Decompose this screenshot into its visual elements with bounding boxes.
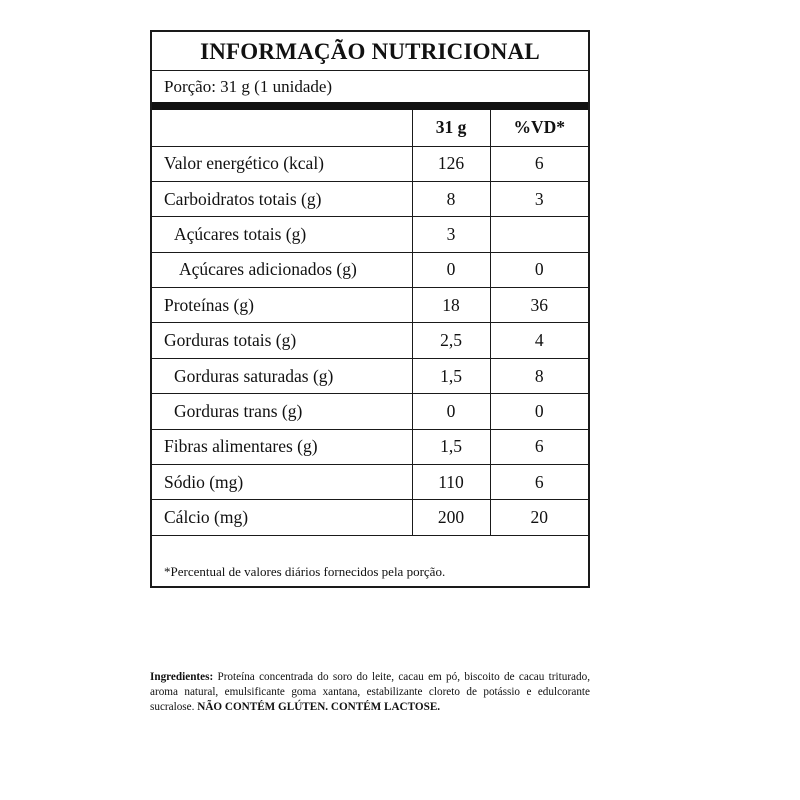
nutrient-dv: 0 [490, 394, 588, 429]
nutrient-name: Açúcares adicionados (g) [152, 252, 412, 287]
header-nutrient [152, 110, 412, 146]
nutrient-dv: 0 [490, 252, 588, 287]
nutrient-name: Cálcio (mg) [152, 500, 412, 535]
table-row [152, 146, 588, 181]
nutrient-amount: 126 [412, 146, 490, 181]
nutrient-dv: 8 [490, 358, 588, 393]
allergen-warning: NÃO CONTÉM GLÚTEN. CONTÉM LACTOSE. [197, 701, 441, 713]
nutrient-amount: 18 [412, 288, 490, 323]
nutrition-title: INFORMAÇÃO NUTRICIONAL [200, 39, 540, 64]
table-row [152, 288, 588, 323]
nutrition-facts-panel [150, 30, 590, 588]
header-daily-value: %VD* [490, 110, 588, 146]
nutrient-amount: 1,5 [412, 358, 490, 393]
nutrient-dv [490, 217, 588, 252]
table-header-row [152, 110, 588, 146]
nutrient-dv: 6 [490, 465, 588, 500]
daily-value-footnote: *Percentual de valores diários fornecidos pela porção. [164, 564, 446, 579]
table-row [152, 465, 588, 500]
nutrient-amount: 0 [412, 394, 490, 429]
header-amount: 31 g [412, 110, 490, 146]
nutrient-name: Gorduras saturadas (g) [152, 358, 412, 393]
table-row [152, 394, 588, 429]
nutrient-amount: 1,5 [412, 429, 490, 464]
nutrient-dv: 4 [490, 323, 588, 358]
nutrient-dv: 20 [490, 500, 588, 535]
nutrient-dv: 36 [490, 288, 588, 323]
nutrient-name: Gorduras trans (g) [152, 394, 412, 429]
nutrient-name: Proteínas (g) [152, 288, 412, 323]
table-row [152, 500, 588, 535]
ingredients-text: Proteína concentrada do soro do leite, cacau em pó, biscoito de cacau triturado, aroma natural, emulsificante goma xantana, estabilizante cloreto de potássio e edulcorante sucralose. [150, 671, 590, 713]
table-row [152, 217, 588, 252]
nutrient-name: Fibras alimentares (g) [152, 429, 412, 464]
nutrient-dv: 6 [490, 146, 588, 181]
nutrient-name: Valor energético (kcal) [152, 146, 412, 181]
nutrient-name: Carboidratos totais (g) [152, 181, 412, 216]
nutrient-amount: 2,5 [412, 323, 490, 358]
nutrition-table [152, 110, 588, 536]
nutrient-name: Açúcares totais (g) [152, 217, 412, 252]
table-row [152, 252, 588, 287]
nutrient-amount: 8 [412, 181, 490, 216]
nutrient-amount: 3 [412, 217, 490, 252]
table-row [152, 358, 588, 393]
nutrient-name: Gorduras totais (g) [152, 323, 412, 358]
nutrient-amount: 0 [412, 252, 490, 287]
nutrient-amount: 110 [412, 465, 490, 500]
nutrient-amount: 200 [412, 500, 490, 535]
portion-size: Porção: 31 g (1 unidade) [152, 70, 588, 102]
nutrient-dv: 6 [490, 429, 588, 464]
nutrient-dv: 3 [490, 181, 588, 216]
ingredients-block [150, 670, 590, 715]
ingredients-label: Ingredientes: [150, 671, 214, 683]
header-divider-bar [152, 102, 588, 110]
table-row [152, 429, 588, 464]
table-row [152, 181, 588, 216]
table-row [152, 323, 588, 358]
nutrient-name: Sódio (mg) [152, 465, 412, 500]
